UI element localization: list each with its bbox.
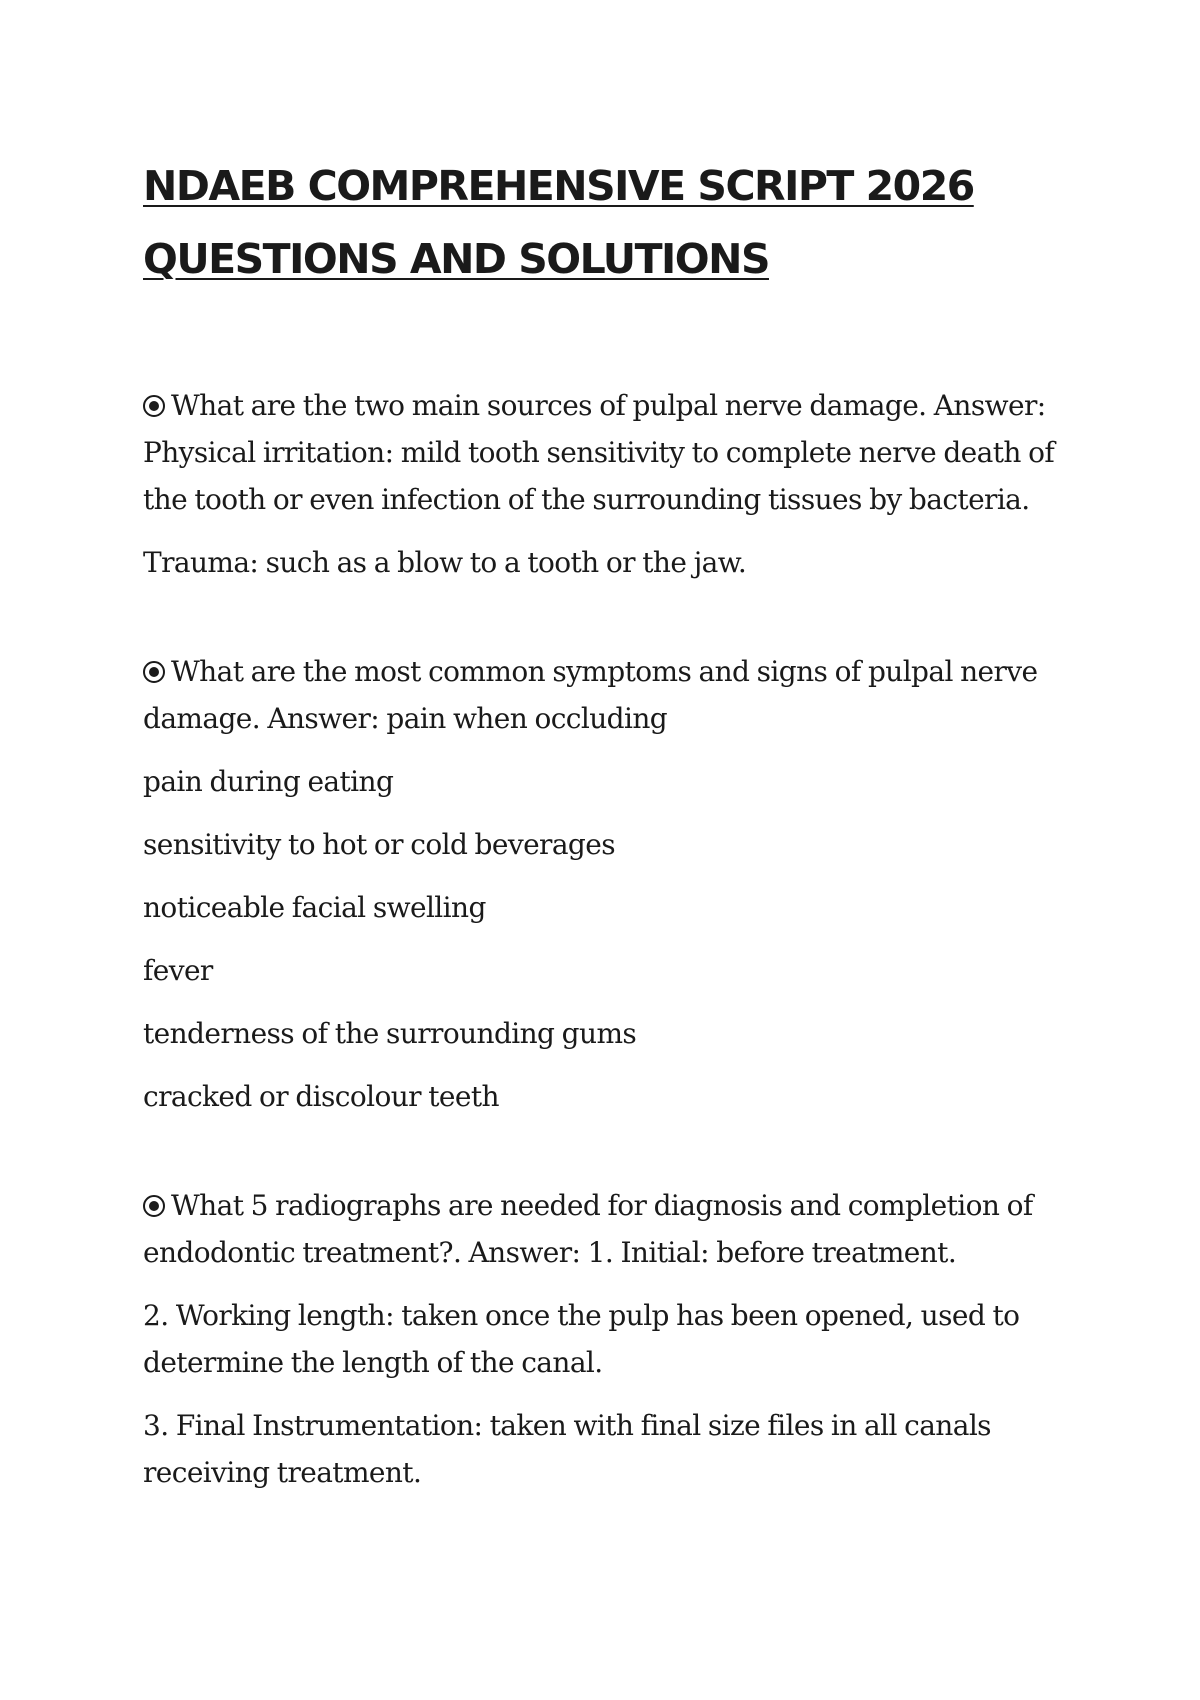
question-text: What are the most common symptoms and signs of pulpal nerve damage. Answer: pain when occluding [143,655,1038,735]
answer-line: noticeable facial swelling [143,891,486,924]
radio-bullet-icon [143,661,165,683]
answer-line: pain during eating [143,765,394,798]
answer-line: 3. Final Instrumentation: taken with final size files in all canals receiving treatment. [143,1409,991,1489]
title-line-1: NDAEB COMPREHENSIVE SCRIPT 2026 [143,162,974,210]
answer-line: Trauma: such as a blow to a tooth or the jaw. [143,546,747,579]
radio-bullet-icon [143,1195,165,1217]
question-text: What 5 radiographs are needed for diagnosis and completion of endodontic treatment?. Answer: 1. Initial: before treatment. [143,1189,1033,1269]
answer-line: tenderness of the surrounding gums [143,1017,637,1050]
radio-bullet-icon [143,395,165,417]
answer-line: cracked or discolour teeth [143,1080,499,1113]
title-line-2: QUESTIONS AND SOLUTIONS [143,235,769,283]
question-list [143,382,1083,1496]
answer-line: 2. Working length: taken once the pulp has been opened, used to determine the length of the canal. [143,1299,1020,1379]
answer-line: sensitivity to hot or cold beverages [143,828,615,861]
question-block [143,648,1083,1120]
question-text: What are the two main sources of pulpal nerve damage. Answer: Physical irritation: mild tooth sensitivity to complete nerve death of the tooth or even infection of the surrounding tissues by bacteria. [143,389,1055,516]
answer-line: fever [143,954,213,987]
question-block [143,382,1083,586]
document-page [143,150,1083,1496]
document-title [143,150,1083,296]
question-block [143,1182,1083,1496]
